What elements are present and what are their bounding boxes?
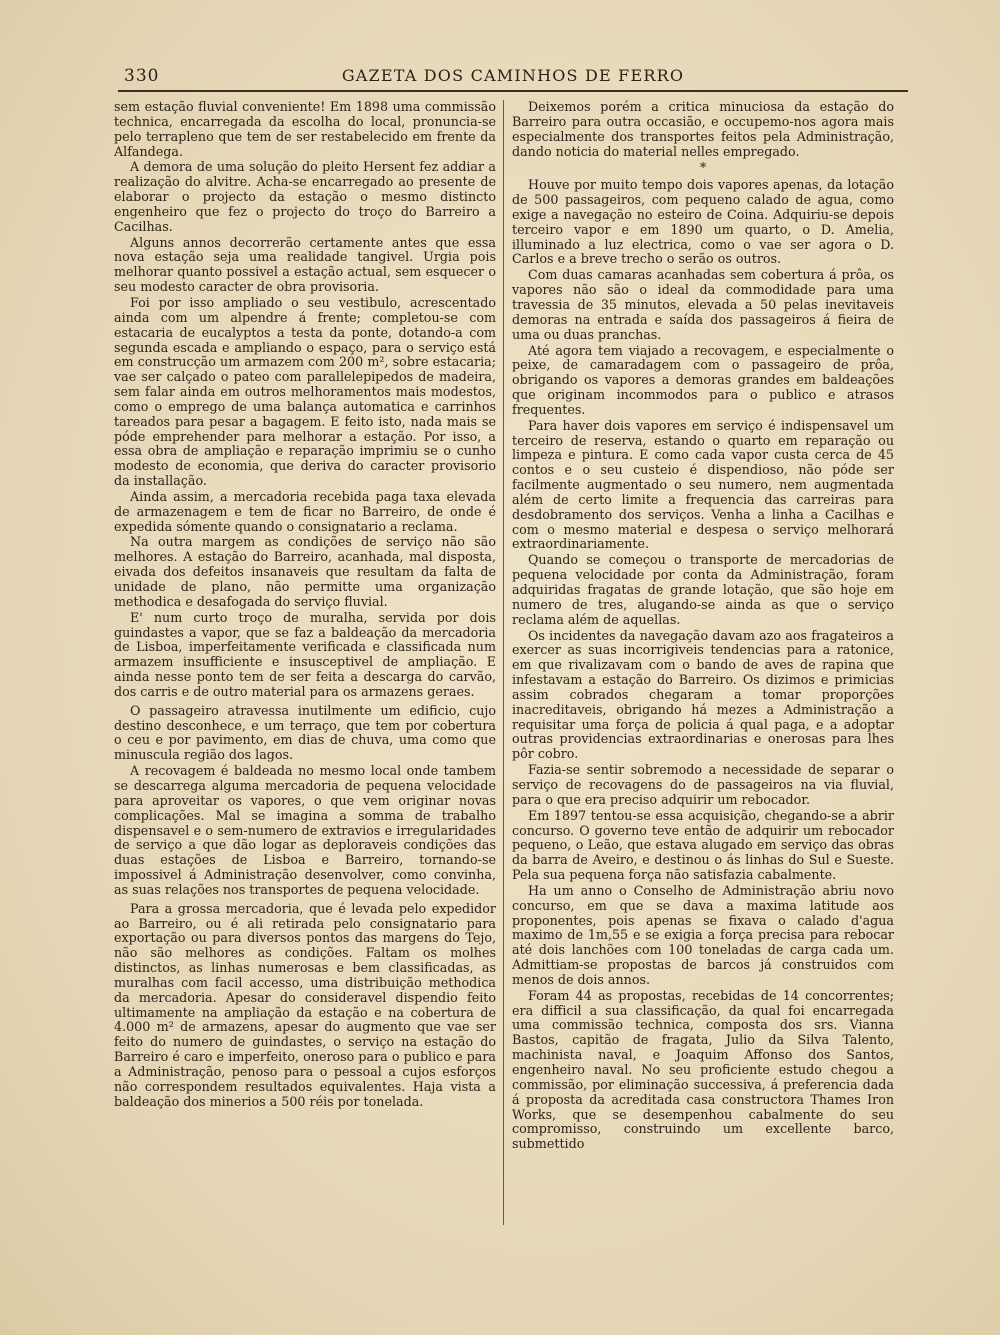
page-header <box>118 64 908 88</box>
paragraph: Para a grossa mercadoria, que é levada pelo expedidor ao Barreiro, ou é ali retirada pelo consignatario para exportação ou para diversos pontos das margens do Tejo, não são melhores as condições. Faltam os molhes distinctos, as linhas numerosas e bem classificadas, as muralhas com facil accesso, uma distribuição methodica da mercadoria. Apesar do consideravel dispendio feito ultimamente na ampliação da estação e na cobertura de 4.000 m² de armazens, apesar do augmento que vae ser feito do numero de guindastes, o serviço na estação do Barreiro é caro e imperfeito, oneroso para o publico e para a Administração, penoso para o pessoal a cujos esforços não correspondem resultados equivalentes. Haja vista a baldeação dos minerios a 500 réis por tonelada. <box>114 900 496 1109</box>
paragraph: Os incidentes da navegação davam azo aos fragateiros a exercer as suas incorrigiveis tendencias para a ratonice, em que rivalizavam com o bando de aves de rapina que infestavam a estação do Barreiro. Os dizimos e primicias assim cobrados chegaram a tomar proporções inacreditaveis, obrigando há mezes a Administração a requisitar uma força de policia á qual paga, e a adoptar outras providencias extraordinarias e onerosas para lhes pôr cobro. <box>512 627 894 762</box>
paragraph: E' num curto troço de muralha, servida por dois guindastes a vapor, que se faz a baldeação da mercadoria de Lisboa, imperfeitamente verificada e classificada num armazem insufficiente e insusceptivel de ampliação. E ainda nesse ponto tem de ser feita a descarga do carvão, dos carris e de outro material para os armazens geraes. <box>114 609 496 699</box>
paragraph: A demora de uma solução do pleito Hersent fez addiar a realização do alvitre. Acha-se encarregado ao presente de elaborar o projecto da estação o mesmo distincto engenheiro que fez o projecto do troço do Barreiro a Cacilhas. <box>114 159 496 234</box>
section-mark: * <box>699 160 707 176</box>
paragraph: Ainda assim, a mercadoria recebida paga taxa elevada de armazenagem e tem de ficar no Barreiro, de onde é expedida sómente quando o consignatario a reclama. <box>114 488 496 534</box>
paragraph: Em 1897 tentou-se essa acquisição, chegando-se a abrir concurso. O governo teve então de adquirir um rebocador pequeno, o Leão, que estava alugado em serviço das obras da barra de Aveiro, e destinou o ás linhas do Sul e Sueste. Pela sua pequena força não satisfazia cabalmente. <box>512 807 894 883</box>
paragraph: Com duas camaras acanhadas sem cobertura á prôa, os vapores não são o ideal da commodidade para uma travessia de 35 minutos, elevada a 50 pelas inevitaveis demoras na entrada e saída dos passageiros á fieira de uma ou duas pranchas. <box>512 267 894 342</box>
paragraph: sem estação fluvial conveniente! Em 1898 uma commissão technica, encarregada da escolha do local, pronuncia-se pelo terrapleno que tem de ser restabelecido em frente da Alfandega. <box>114 99 496 159</box>
paragraph: Deixemos porém a critica minuciosa da estação do Barreiro para outra occasião, e occupemo-nos agora mais especialmente dos transportes feitos pela Administração, dando noticia do material nelles empregado. <box>512 99 894 159</box>
paragraph: Na outra margem as condições de serviço não são melhores. A estação do Barreiro, acanhada, mal disposta, eivada dos defeitos insanaveis que resultam da falta de unidade de plano, não permitte uma organização methodica e desafogada do serviço fluvial. <box>114 534 496 609</box>
page-number: 330 <box>124 66 160 86</box>
paragraph: Foi por isso ampliado o seu vestibulo, acrescentado ainda com um alpendre á frente; completou-se com estacaria de eucalyptos a testa da ponte, dotando-a com segunda escada e ampliando o espaço, para o serviço está em construcção um armazem com 200 m², sobre estacaria; vae ser calçado o pateo com parallelepipedos de madeira, sem falar ainda em outros melhoramentos mais modestos, como o emprego de uma balança automatica e carrinhos tareados para pesar a bagagem. E feito isto, nada mais se póde emprehender para melhorar a estação. Por isso, a essa obra de ampliação e reparação imprimiu se o cunho modesto de economia, que deriva do caracter provisorio da installação. <box>114 294 496 489</box>
paragraph: Para haver dois vapores em serviço é indispensavel um terceiro de reserva, estando o quarto em reparação ou limpeza e pintura. E como cada vapor custa cerca de 45 contos e o seu custeio é dispendioso, não póde ser facilmente augmentado o seu numero, nem augmentada além de certo limite a frequencia das carreiras para desdobramento dos serviços. Venha a linha a Cacilhas e com o mesmo material e despesa o serviço melhorará extraordinariamente. <box>512 417 894 552</box>
left-column <box>114 100 496 1111</box>
paragraph: Até agora tem viajado a recovagem, e especialmente o peixe, de camaradagem com o passageiro de prôa, obrigando os vapores a demoras grandes em baldeações que originam incommodos para o publico e atrasos frequentes. <box>512 342 894 417</box>
paragraph: O passageiro atravessa inutilmente um edificio, cujo destino desconhece, e um terraço, que tem por cobertura o ceu e por pavimento, em dias de chuva, uma como que minuscula região dos lagos. <box>114 702 496 763</box>
paragraph: Ha um anno o Conselho de Administração abriu novo concurso, em que se dava a maxima latitude aos proponentes, pois apenas se fixava o calado d'agua maximo de 1m,55 e se exigia a força precisa para rebocar até dois lanchões com 100 toneladas de carga cada um. Admittiam-se propostas de barcos já construidos com menos de dois annos. <box>512 882 894 987</box>
right-column <box>512 100 894 1153</box>
paragraph: Alguns annos decorrerão certamente antes que essa nova estação seja uma realidade tangivel. Urgia pois melhorar quanto possivel a estação actual, sem esquecer o seu modesto caracter de obra provisoria. <box>114 234 496 295</box>
paragraph: Quando se começou o transporte de mercadorias de pequena velocidade por conta da Administração, foram adquiridas fragatas de grande lotação, que são hoje em numero de tres, alugando-se ainda as que o serviço reclama além de aquellas. <box>512 552 894 627</box>
running-title: GAZETA DOS CAMINHOS DE FERRO <box>341 66 685 85</box>
paragraph: Houve por muito tempo dois vapores apenas, da lotação de 500 passageiros, com pequeno calado de agua, como exige a navegação no esteiro de Coina. Adquiriu-se depois terceiro vapor e em 1890 um quarto, o D. Amelia, illuminado a luz electrica, como o vae ser agora o D. Carlos e a breve trecho o serão os outros. <box>512 177 894 267</box>
paragraph: Foram 44 as propostas, recebidas de 14 concorrentes; era difficil a sua classificação, da qual foi encarregada uma commissão technica, composta dos srs. Vianna Bastos, capitão de fragata, Julio da Silva Talento, machinista naval, e Joaquim Affonso dos Santos, engenheiro naval. No seu proficiente estudo chegou a commissão, por eliminação successiva, á preferencia dada á proposta da acreditada casa constructora Thames Iron Works, que se desempenhou cabalmente do seu compromisso, construindo um excellente barco, submettido <box>512 987 894 1152</box>
column-divider <box>503 100 504 1225</box>
paragraph: A recovagem é baldeada no mesmo local onde tambem se descarrega alguma mercadoria de pequena velocidade para aproveitar os vapores, o que vem originar novas complicações. Mal se imagina a somma de trabalho dispensavel e o sem-numero de extravios e irregularidades de serviço a que dão logar as deploraveis condições das duas estações de Lisboa e Barreiro, tornando-se impossivel á Administração desenvolver, como convinha, as suas relações nos transportes de pequena velocidade. <box>114 763 496 897</box>
paragraph: Fazia-se sentir sobremodo a necessidade de separar o serviço de recovagens do de passageiros na via fluvial, para o que era preciso adquirir um rebocador. <box>512 762 894 807</box>
header-rule <box>118 90 908 92</box>
